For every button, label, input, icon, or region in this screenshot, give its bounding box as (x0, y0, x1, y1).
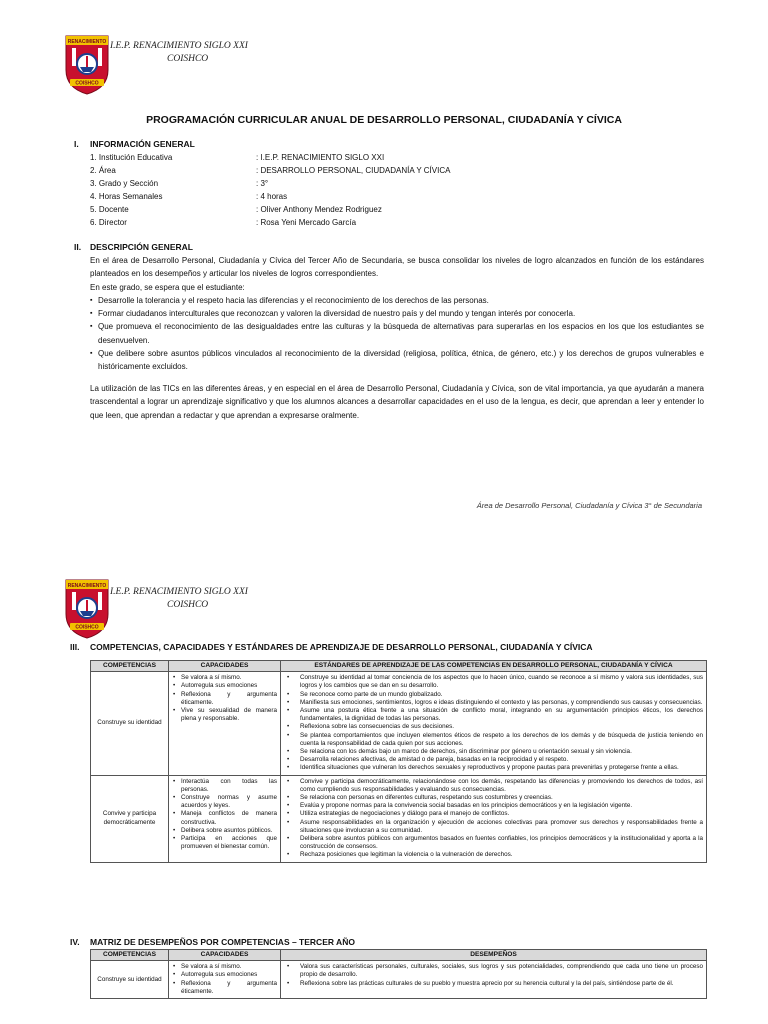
performances-list (284, 963, 703, 988)
objective-item: ▪ Formar ciudadanos interculturales que reconozcan y valoren la diversidad de nuestro país y del mundo y tengan interés por conocerla. (90, 307, 704, 320)
standard-item: • Delibera sobre asuntos públicos con argumentos basados en fuentes confiables, los principios democráticos y la institucionalidad y aporta a la construcción de consensos. (284, 835, 703, 851)
section-2-number: II. (74, 242, 82, 252)
standard-item: • Se relaciona con los demás bajo un marco de derechos, sin discriminar por género u orientación sexual y sin violencia. (284, 748, 703, 756)
column-header: DESEMPEÑOS (281, 950, 707, 961)
standard-item: • Rechaza posiciones que legitiman la violencia o la vulneración de derechos. (284, 851, 703, 859)
info-value: : 3° (256, 179, 269, 188)
table-row (91, 775, 707, 862)
info-label: 2. Área (90, 166, 116, 175)
description-lead: En este grado, se espera que el estudiante: (90, 282, 245, 292)
info-value: : Rosa Yeni Mercado García (256, 218, 357, 227)
capacities-list (172, 674, 277, 723)
standard-item: • Construye su identidad al tomar conciencia de los aspectos que lo hacen único, cuando se reconoce a sí mismo y valora sus identidades, sus logros y los cambios que se dan en su desarrollo. (284, 674, 703, 690)
section-2-heading: DESCRIPCIÓN GENERAL (90, 242, 193, 252)
objective-item: ▪ Que delibere sobre asuntos públicos vinculados al reconocimiento de la diversidad (religiosa, política, étnica, de género, etc.) y los derechos de grupos vulnerables e históricamente excluidos. (90, 347, 704, 374)
table-row (91, 672, 707, 775)
table-header-row (91, 661, 707, 672)
column-header: COMPETENCIAS (91, 661, 169, 672)
logo-bottom-text: COISHCO (75, 80, 99, 87)
table-header-row (91, 950, 707, 961)
standard-item: • Se plantea comportamientos que incluyen elementos éticos de respeto a los derechos de los demás y de búsqueda de justicia teniendo en cuenta la responsabilidad de cada quien por sus acciones. (284, 732, 703, 748)
capacity-item: • Participa en acciones que promueven el bienestar común. (172, 835, 277, 851)
column-header: CAPACIDADES (169, 661, 281, 672)
standard-item: • Identifica situaciones que vulneran los derechos sexuales y reproductivos y propone pautas para prevenirlas y protegerse frente a ellas. (284, 764, 703, 772)
standard-item: • Reflexiona sobre las consecuencias de sus decisiones. (284, 723, 703, 731)
standard-item: • Se reconoce como parte de un mundo globalizado. (284, 691, 703, 699)
info-row (90, 151, 690, 164)
capacity-item: • Autorregula sus emociones (172, 971, 277, 979)
standard-item: • Manifiesta sus emociones, sentimientos, logros e ideas distinguiendo el contexto y las personas, y comprendiendo sus causas y consecuencias. (284, 699, 703, 707)
capacity-item: • Se valora a sí mismo. (172, 674, 277, 682)
capacity-item: • Construye normas y asume acuerdos y leyes. (172, 794, 277, 810)
capacity-item: • Reflexiona y argumenta éticamente. (172, 691, 277, 707)
info-label: 4. Horas Semanales (90, 192, 163, 201)
capacity-item: • Vive su sexualidad de manera plena y responsable. (172, 707, 277, 723)
section-4-heading: MATRIZ DE DESEMPEÑOS POR COMPETENCIAS – TERCER AÑO (90, 937, 355, 947)
standard-item: • Desarrolla relaciones afectivas, de amistad o de pareja, basadas en la reciprocidad y el respeto. (284, 756, 703, 764)
table-row (91, 961, 707, 999)
logo-top-text: RENACIMIENTO (67, 583, 107, 589)
standards-list (284, 674, 703, 772)
standard-item: • Utiliza estrategias de negociaciones y diálogo para el manejo de conflictos. (284, 810, 703, 818)
performance-item: • Valora sus características personales, culturales, sociales, sus logros y sus potencialidades, comprendiendo que cada uno tiene un proceso propio de desarrollo. (284, 963, 703, 979)
info-row (90, 203, 690, 216)
school-place: COISHCO (167, 600, 209, 610)
capacities-cell (169, 672, 281, 775)
info-label: 3. Grado y Sección (90, 179, 159, 188)
school-name: I.E.P. RENACIMIENTO SIGLO XXI (110, 587, 248, 597)
school-place: COISHCO (167, 54, 209, 64)
capacity-item: • Maneja conflictos de manera constructiva. (172, 810, 277, 826)
capacity-item: • Se valora a sí mismo. (172, 963, 277, 971)
standard-item: • Asume responsabilidades en la organización y ejecución de acciones colectivas para promover sus derechos y responsabilidades frente a situaciones que involucran a su comunidad. (284, 819, 703, 835)
info-row (90, 216, 690, 229)
description-closing: La utilización de las TICs en las diferentes áreas, y en especial en el área de Desarrollo Personal, Ciudadanía y Cívica, son de vital importancia, ya que ayudarán a manera trascendental a lograr un aprendizaje significativo y que los alumnos alcances a desarrollar capacidades en el uso de la lengua, es decir, que aprendan a leer y entender lo que leen, que aprendan a redactar y que aprendan a expresarse oralmente. (90, 384, 704, 420)
capacity-item: • Delibera sobre asuntos públicos. (172, 827, 277, 835)
capacities-list (172, 963, 277, 996)
competency-cell: Convive y participa democráticamente (91, 775, 169, 862)
school-logo (62, 32, 112, 96)
section-4-number: IV. (70, 937, 80, 947)
section-3-number: III. (70, 642, 80, 652)
capacities-cell (169, 775, 281, 862)
standard-item: • Se relaciona con personas en diferentes culturas, respetando sus costumbres y creencias. (284, 794, 703, 802)
standard-item: • Asume una postura ética frente a una situación de conflicto moral, integrando en su argumentación principios éticos, los derechos fundamentales, la dignidad de todas las personas. (284, 707, 703, 723)
column-header: COMPETENCIAS (91, 950, 169, 961)
standards-list (284, 778, 703, 860)
document-title: PROGRAMACIÓN CURRICULAR ANUAL DE DESARROLLO PERSONAL, CIUDADANÍA Y CÍVICA (146, 114, 622, 126)
logo-bottom-text: COISHCO (75, 624, 99, 631)
info-value: : DESARROLLO PERSONAL, CIUDADANÍA Y CÍVICA (256, 166, 451, 175)
section-1-heading: INFORMACIÓN GENERAL (90, 139, 195, 149)
description-block (90, 254, 704, 374)
column-header: ESTÁNDARES DE APRENDIZAJE DE LAS COMPETENCIAS EN DESARROLLO PERSONAL, CIUDADANÍA Y CÍVICA (281, 661, 707, 672)
school-logo (62, 576, 112, 640)
capacities-cell (169, 961, 281, 999)
standard-item: • Convive y participa democráticamente, relacionándose con los demás, respetando las diferencias y promoviendo los derechos de todos, así como cumpliendo sus responsabilidades y evaluando sus consecuencias. (284, 778, 703, 794)
info-row (90, 190, 690, 203)
standards-cell (281, 775, 707, 862)
info-value: : 4 horas (256, 192, 288, 201)
info-row (90, 164, 690, 177)
capacities-list (172, 778, 277, 852)
info-value: : Oliver Anthony Mendez Rodriguez (256, 205, 382, 214)
section-3-heading: COMPETENCIAS, CAPACIDADES Y ESTÁNDARES DE APRENDIZAJE DE DESARROLLO PERSONAL, CIUDADANÍA Y CÍVICA (90, 642, 593, 652)
page-footer-note: Área de Desarrollo Personal, Ciudadanía y Cívica 3° de Secundaria (476, 501, 702, 510)
info-row (90, 177, 690, 190)
competency-cell: Construye su identidad (91, 672, 169, 775)
info-label: 1. Institución Educativa (90, 153, 173, 162)
objective-item: ▪ Desarrolle la tolerancia y el respeto hacia las diferencias y el reconocimiento de los derechos de las personas. (90, 294, 704, 307)
competencies-table (90, 660, 707, 863)
capacity-item: • Reflexiona y argumenta éticamente. (172, 980, 277, 996)
competency-cell: Construye su identidad (91, 961, 169, 999)
capacity-item: • Autorregula sus emociones (172, 682, 277, 690)
logo-top-text: RENACIMIENTO (67, 39, 107, 45)
info-label: 5. Docente (90, 205, 129, 214)
info-value: : I.E.P. RENACIMIENTO SIGLO XXI (256, 153, 385, 162)
objectives-list (90, 294, 704, 374)
info-label: 6. Director (90, 218, 127, 227)
objective-item: ▪ Que promueva el reconocimiento de las desigualdades entre las culturas y la búsqueda de alternativas para superarlas en los espacios en los que los estudiantes se desenvuelven. (90, 320, 704, 347)
standards-cell (281, 672, 707, 775)
section-1-number: I. (74, 139, 79, 149)
column-header: CAPACIDADES (169, 950, 281, 961)
standard-item: • Evalúa y propone normas para la convivencia social basadas en los principios democráticos y en la legislación vigente. (284, 802, 703, 810)
performances-cell (281, 961, 707, 999)
capacity-item: • Interactúa con todas las personas. (172, 778, 277, 794)
school-name: I.E.P. RENACIMIENTO SIGLO XXI (110, 41, 248, 51)
performance-matrix-table (90, 949, 707, 999)
description-intro: En el área de Desarrollo Personal, Ciudadanía y Cívica del Tercer Año de Secundaria, se busca consolidar los niveles de logro alcanzados en función de los estándares planteados en los desempeños y articular los niveles de logros correspondientes. (90, 256, 704, 279)
performance-item: • Reflexiona sobre las prácticas culturales de su pueblo y muestra aprecio por su herencia cultural y la del país, sintiéndose parte de él. (284, 980, 703, 988)
